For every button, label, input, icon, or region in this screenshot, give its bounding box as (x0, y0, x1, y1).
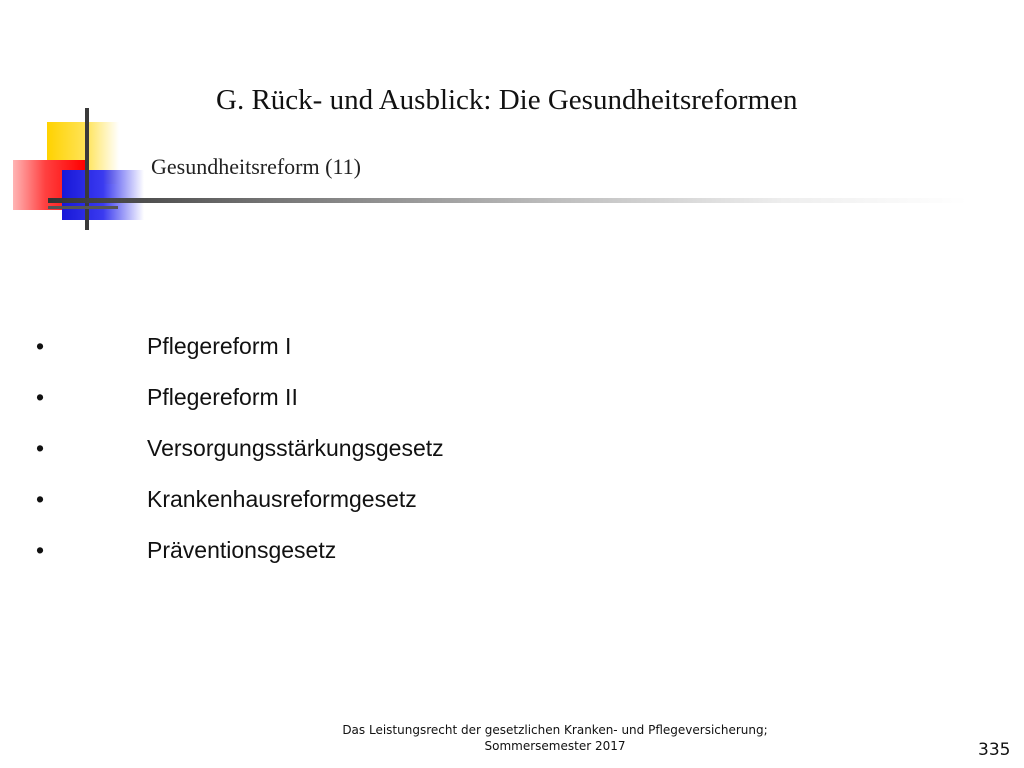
footer-line-1: Das Leistungsrecht der gesetzlichen Kranken- und Pflegeversicherung; (342, 723, 768, 737)
vertical-line (85, 108, 89, 230)
bullet-marker: • (36, 384, 45, 410)
bullet-marker: • (36, 537, 45, 563)
bullet-marker: • (36, 486, 45, 512)
bullet-marker: • (36, 435, 45, 461)
title-underline (48, 198, 968, 203)
bullet-text: Pflegereform I (147, 333, 292, 359)
bullet-text: Pflegereform II (147, 384, 298, 410)
bullet-text: Präventionsgesetz (147, 537, 337, 563)
blue-square (62, 170, 144, 220)
footer (300, 722, 810, 754)
page-number: 335 (978, 740, 1011, 760)
bullet-text: Krankenhausreformgesetz (147, 486, 417, 512)
slide-title: G. Rück- und Ausblick: Die Gesundheitsreformen (216, 84, 798, 116)
slide-subtitle: Gesundheitsreform (11) (151, 154, 361, 179)
decorative-logo (0, 0, 1024, 240)
bullet-text: Versorgungsstärkungsgesetz (147, 435, 444, 461)
footer-line-2: Sommersemester 2017 (484, 739, 626, 753)
title-underline-accent (48, 206, 118, 209)
bullet-marker: • (36, 333, 45, 359)
